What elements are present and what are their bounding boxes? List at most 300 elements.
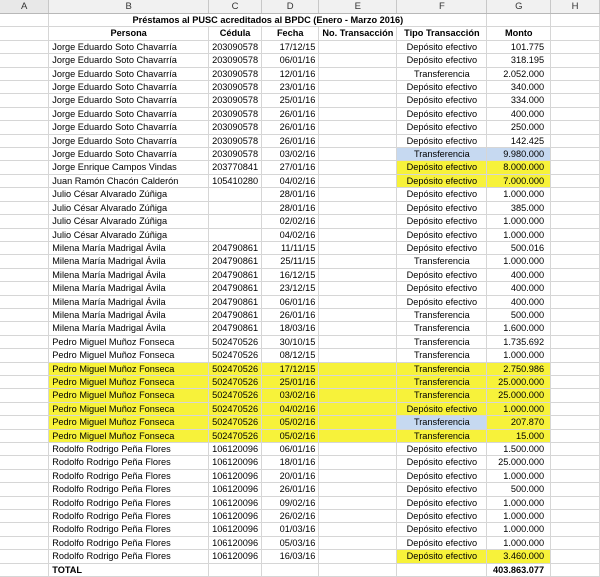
cell-persona[interactable]: Rodolfo Rodrigo Peña Flores <box>49 469 209 482</box>
cell-monto[interactable]: 1.000.000 <box>487 402 551 415</box>
cell[interactable] <box>551 349 600 362</box>
cell[interactable] <box>0 268 49 281</box>
cell-no-transaccion[interactable] <box>319 107 397 120</box>
cell-tipo[interactable]: Depósito efectivo <box>397 496 487 509</box>
cell[interactable] <box>0 67 49 80</box>
cell-fecha[interactable]: 18/03/16 <box>262 322 319 335</box>
cell-monto[interactable]: 500.000 <box>487 308 551 321</box>
cell-monto[interactable]: 500.000 <box>487 483 551 496</box>
cell-no-transaccion[interactable] <box>319 228 397 241</box>
cell-monto[interactable]: 1.000.000 <box>487 255 551 268</box>
cell-tipo[interactable]: Depósito efectivo <box>397 241 487 254</box>
cell-tipo[interactable]: Transferencia <box>397 362 487 375</box>
cell-fecha[interactable]: 26/01/16 <box>262 121 319 134</box>
cell-no-transaccion[interactable] <box>319 550 397 563</box>
cell-no-transaccion[interactable] <box>319 241 397 254</box>
cell-cedula[interactable]: 204790861 <box>209 241 262 254</box>
cell-no-transaccion[interactable] <box>319 67 397 80</box>
cell-tipo[interactable]: Depósito efectivo <box>397 228 487 241</box>
cell-tipo[interactable]: Depósito efectivo <box>397 268 487 281</box>
column-header-e[interactable]: E <box>319 0 397 14</box>
cell-persona[interactable]: Rodolfo Rodrigo Peña Flores <box>49 496 209 509</box>
cell[interactable] <box>551 469 600 482</box>
cell[interactable] <box>0 188 49 201</box>
cell[interactable] <box>551 483 600 496</box>
cell-cedula[interactable]: 203090578 <box>209 54 262 67</box>
cell-fecha[interactable]: 25/01/16 <box>262 375 319 388</box>
cell-no-transaccion[interactable] <box>319 536 397 549</box>
cell-no-transaccion[interactable] <box>319 282 397 295</box>
cell-tipo[interactable]: Depósito efectivo <box>397 443 487 456</box>
cell-persona[interactable]: Julio César Alvarado Zúñiga <box>49 215 209 228</box>
cell-no-transaccion[interactable] <box>319 402 397 415</box>
cell-cedula[interactable]: 106120096 <box>209 510 262 523</box>
cell-tipo[interactable]: Depósito efectivo <box>397 215 487 228</box>
cell-fecha[interactable]: 01/03/16 <box>262 523 319 536</box>
cell[interactable] <box>551 121 600 134</box>
cell-persona[interactable]: Jorge Eduardo Soto Chavarría <box>49 67 209 80</box>
cell-fecha[interactable]: 20/01/16 <box>262 469 319 482</box>
cell[interactable] <box>0 322 49 335</box>
cell[interactable] <box>0 215 49 228</box>
cell-persona[interactable]: Julio César Alvarado Zúñiga <box>49 228 209 241</box>
cell-cedula[interactable]: 502470526 <box>209 389 262 402</box>
cell[interactable] <box>551 54 600 67</box>
cell-no-transaccion[interactable] <box>319 416 397 429</box>
sheet-title[interactable]: Préstamos al PUSC acreditados al BPDC (Enero - Marzo 2016) <box>49 14 487 27</box>
cell[interactable] <box>0 228 49 241</box>
cell[interactable] <box>0 510 49 523</box>
header-persona[interactable]: Persona <box>49 27 209 40</box>
cell-no-transaccion[interactable] <box>319 456 397 469</box>
cell-no-transaccion[interactable] <box>319 469 397 482</box>
cell-monto[interactable]: 1.000.000 <box>487 469 551 482</box>
cell-no-transaccion[interactable] <box>319 40 397 53</box>
cell[interactable] <box>551 107 600 120</box>
cell-fecha[interactable]: 04/02/16 <box>262 174 319 187</box>
cell-cedula[interactable]: 106120096 <box>209 496 262 509</box>
cell-persona[interactable]: Jorge Eduardo Soto Chavarría <box>49 54 209 67</box>
cell[interactable] <box>0 483 49 496</box>
cell[interactable] <box>551 67 600 80</box>
cell[interactable] <box>551 456 600 469</box>
cell-persona[interactable]: Jorge Enrique Campos Vindas <box>49 161 209 174</box>
cell[interactable] <box>551 27 600 40</box>
cell-persona[interactable]: Milena María Madrigal Ávila <box>49 268 209 281</box>
cell-tipo[interactable]: Depósito efectivo <box>397 161 487 174</box>
cell-monto[interactable]: 385.000 <box>487 201 551 214</box>
cell-persona[interactable]: Rodolfo Rodrigo Peña Flores <box>49 536 209 549</box>
cell[interactable] <box>0 121 49 134</box>
cell-tipo[interactable]: Transferencia <box>397 389 487 402</box>
cell[interactable] <box>551 241 600 254</box>
cell-persona[interactable]: Milena María Madrigal Ávila <box>49 295 209 308</box>
cell-no-transaccion[interactable] <box>319 54 397 67</box>
cell[interactable] <box>0 134 49 147</box>
cell-no-transaccion[interactable] <box>319 349 397 362</box>
cell-fecha[interactable]: 02/02/16 <box>262 215 319 228</box>
cell-no-transaccion[interactable] <box>319 335 397 348</box>
cell[interactable] <box>551 335 600 348</box>
cell-persona[interactable]: Jorge Eduardo Soto Chavarría <box>49 107 209 120</box>
cell-persona[interactable]: Rodolfo Rodrigo Peña Flores <box>49 510 209 523</box>
cell-tipo[interactable]: Depósito efectivo <box>397 402 487 415</box>
cell-tipo[interactable]: Depósito efectivo <box>397 81 487 94</box>
cell-fecha[interactable]: 03/02/16 <box>262 389 319 402</box>
cell-monto[interactable]: 340.000 <box>487 81 551 94</box>
cell-no-transaccion[interactable] <box>319 496 397 509</box>
cell-no-transaccion[interactable] <box>319 362 397 375</box>
cell-monto[interactable]: 1.000.000 <box>487 536 551 549</box>
cell-tipo[interactable]: Depósito efectivo <box>397 134 487 147</box>
cell-monto[interactable]: 1.000.000 <box>487 523 551 536</box>
cell-monto[interactable]: 1.600.000 <box>487 322 551 335</box>
cell-fecha[interactable]: 18/01/16 <box>262 456 319 469</box>
cell[interactable] <box>262 563 319 576</box>
cell-cedula[interactable]: 106120096 <box>209 523 262 536</box>
cell-fecha[interactable]: 08/12/15 <box>262 349 319 362</box>
cell-monto[interactable]: 1.000.000 <box>487 188 551 201</box>
column-header-g[interactable]: G <box>487 0 551 14</box>
cell-persona[interactable]: Rodolfo Rodrigo Peña Flores <box>49 483 209 496</box>
cell-tipo[interactable]: Transferencia <box>397 335 487 348</box>
cell-monto[interactable]: 1.000.000 <box>487 496 551 509</box>
cell-monto[interactable]: 9.980.000 <box>487 148 551 161</box>
cell-persona[interactable]: Pedro Miguel Muñoz Fonseca <box>49 402 209 415</box>
cell-tipo[interactable]: Depósito efectivo <box>397 469 487 482</box>
cell-cedula[interactable]: 203090578 <box>209 94 262 107</box>
cell-fecha[interactable]: 04/02/16 <box>262 402 319 415</box>
cell-cedula[interactable]: 203090578 <box>209 67 262 80</box>
cell[interactable] <box>0 40 49 53</box>
cell-tipo[interactable]: Depósito efectivo <box>397 121 487 134</box>
cell-tipo[interactable]: Depósito efectivo <box>397 295 487 308</box>
cell-cedula[interactable]: 204790861 <box>209 268 262 281</box>
cell-monto[interactable]: 1.500.000 <box>487 443 551 456</box>
cell-persona[interactable]: Rodolfo Rodrigo Peña Flores <box>49 456 209 469</box>
cell-fecha[interactable]: 26/01/16 <box>262 107 319 120</box>
cell-tipo[interactable]: Transferencia <box>397 322 487 335</box>
cell-cedula[interactable] <box>209 188 262 201</box>
cell-fecha[interactable]: 05/03/16 <box>262 536 319 549</box>
total-monto[interactable]: 403.863.077 <box>487 563 551 576</box>
cell-monto[interactable]: 101.775 <box>487 40 551 53</box>
cell-fecha[interactable]: 03/02/16 <box>262 148 319 161</box>
cell[interactable] <box>551 496 600 509</box>
column-header-d[interactable]: D <box>262 0 319 14</box>
cell-fecha[interactable]: 26/02/16 <box>262 510 319 523</box>
cell-no-transaccion[interactable] <box>319 81 397 94</box>
cell-fecha[interactable]: 06/01/16 <box>262 54 319 67</box>
cell-fecha[interactable]: 26/01/16 <box>262 308 319 321</box>
cell-no-transaccion[interactable] <box>319 443 397 456</box>
cell-cedula[interactable]: 203090578 <box>209 121 262 134</box>
cell-no-transaccion[interactable] <box>319 94 397 107</box>
cell-cedula[interactable]: 502470526 <box>209 362 262 375</box>
cell-tipo[interactable]: Transferencia <box>397 416 487 429</box>
cell-fecha[interactable]: 17/12/15 <box>262 362 319 375</box>
cell[interactable] <box>0 496 49 509</box>
cell-fecha[interactable]: 05/02/16 <box>262 429 319 442</box>
cell-fecha[interactable]: 25/01/16 <box>262 94 319 107</box>
cell[interactable] <box>0 295 49 308</box>
cell-no-transaccion[interactable] <box>319 510 397 523</box>
cell-no-transaccion[interactable] <box>319 483 397 496</box>
cell-monto[interactable]: 3.460.000 <box>487 550 551 563</box>
cell-fecha[interactable]: 06/01/16 <box>262 443 319 456</box>
cell-persona[interactable]: Juan Ramón Chacón Calderón <box>49 174 209 187</box>
cell[interactable] <box>551 40 600 53</box>
cell-no-transaccion[interactable] <box>319 429 397 442</box>
total-label[interactable]: TOTAL <box>49 563 209 576</box>
cell-no-transaccion[interactable] <box>319 255 397 268</box>
cell[interactable] <box>0 550 49 563</box>
cell[interactable] <box>551 536 600 549</box>
cell-monto[interactable]: 7.000.000 <box>487 174 551 187</box>
cell-cedula[interactable]: 502470526 <box>209 335 262 348</box>
cell-fecha[interactable]: 23/12/15 <box>262 282 319 295</box>
cell[interactable] <box>0 429 49 442</box>
cell-monto[interactable]: 207.870 <box>487 416 551 429</box>
cell-cedula[interactable]: 203090578 <box>209 107 262 120</box>
cell-tipo[interactable]: Depósito efectivo <box>397 510 487 523</box>
cell[interactable] <box>551 161 600 174</box>
cell-no-transaccion[interactable] <box>319 268 397 281</box>
cell[interactable] <box>551 188 600 201</box>
cell-cedula[interactable]: 106120096 <box>209 469 262 482</box>
cell-no-transaccion[interactable] <box>319 389 397 402</box>
cell-cedula[interactable]: 502470526 <box>209 416 262 429</box>
cell[interactable] <box>0 536 49 549</box>
cell-fecha[interactable]: 16/12/15 <box>262 268 319 281</box>
header-tipo-transaccion[interactable]: Tipo Transacción <box>397 27 487 40</box>
cell[interactable] <box>0 255 49 268</box>
cell-cedula[interactable] <box>209 215 262 228</box>
cell[interactable] <box>551 308 600 321</box>
cell[interactable] <box>551 14 600 27</box>
cell-fecha[interactable]: 05/02/16 <box>262 416 319 429</box>
cell[interactable] <box>0 523 49 536</box>
cell-cedula[interactable]: 105410280 <box>209 174 262 187</box>
cell-persona[interactable]: Rodolfo Rodrigo Peña Flores <box>49 523 209 536</box>
cell-cedula[interactable]: 106120096 <box>209 536 262 549</box>
cell[interactable] <box>551 282 600 295</box>
cell-cedula[interactable]: 502470526 <box>209 375 262 388</box>
cell[interactable] <box>487 14 551 27</box>
header-monto[interactable]: Monto <box>487 27 551 40</box>
cell-monto[interactable]: 25.000.000 <box>487 456 551 469</box>
cell-tipo[interactable]: Depósito efectivo <box>397 94 487 107</box>
cell-persona[interactable]: Pedro Miguel Muñoz Fonseca <box>49 375 209 388</box>
cell[interactable] <box>551 134 600 147</box>
cell-monto[interactable]: 334.000 <box>487 94 551 107</box>
cell-persona[interactable]: Pedro Miguel Muñoz Fonseca <box>49 416 209 429</box>
cell-persona[interactable]: Pedro Miguel Muñoz Fonseca <box>49 389 209 402</box>
cell-cedula[interactable]: 502470526 <box>209 429 262 442</box>
cell-persona[interactable]: Milena María Madrigal Ávila <box>49 255 209 268</box>
cell-tipo[interactable]: Depósito efectivo <box>397 188 487 201</box>
cell[interactable] <box>0 148 49 161</box>
cell[interactable] <box>551 510 600 523</box>
cell[interactable] <box>551 174 600 187</box>
cell-tipo[interactable]: Depósito efectivo <box>397 107 487 120</box>
cell-tipo[interactable]: Transferencia <box>397 67 487 80</box>
cell-persona[interactable]: Jorge Eduardo Soto Chavarría <box>49 121 209 134</box>
header-fecha[interactable]: Fecha <box>262 27 319 40</box>
cell-no-transaccion[interactable] <box>319 201 397 214</box>
cell-persona[interactable]: Pedro Miguel Muñoz Fonseca <box>49 429 209 442</box>
cell-persona[interactable]: Pedro Miguel Muñoz Fonseca <box>49 349 209 362</box>
cell-fecha[interactable]: 16/03/16 <box>262 550 319 563</box>
cell[interactable] <box>551 416 600 429</box>
cell-no-transaccion[interactable] <box>319 523 397 536</box>
cell-tipo[interactable]: Transferencia <box>397 255 487 268</box>
cell-persona[interactable]: Jorge Eduardo Soto Chavarría <box>49 40 209 53</box>
cell-monto[interactable]: 2.750.986 <box>487 362 551 375</box>
cell-tipo[interactable]: Depósito efectivo <box>397 456 487 469</box>
cell-monto[interactable]: 1.000.000 <box>487 510 551 523</box>
cell-monto[interactable]: 400.000 <box>487 268 551 281</box>
cell-tipo[interactable]: Transferencia <box>397 349 487 362</box>
cell-monto[interactable]: 2.052.000 <box>487 67 551 80</box>
cell[interactable] <box>551 563 600 576</box>
cell[interactable] <box>551 94 600 107</box>
cell[interactable] <box>551 389 600 402</box>
cell-persona[interactable]: Julio César Alvarado Zúñiga <box>49 188 209 201</box>
cell-persona[interactable]: Pedro Miguel Muñoz Fonseca <box>49 335 209 348</box>
cell-monto[interactable]: 25.000.000 <box>487 375 551 388</box>
cell-persona[interactable]: Milena María Madrigal Ávila <box>49 241 209 254</box>
cell[interactable] <box>551 215 600 228</box>
cell-cedula[interactable]: 204790861 <box>209 282 262 295</box>
cell[interactable] <box>551 550 600 563</box>
cell-fecha[interactable]: 12/01/16 <box>262 67 319 80</box>
cell-monto[interactable]: 250.000 <box>487 121 551 134</box>
cell[interactable] <box>551 523 600 536</box>
cell[interactable] <box>0 81 49 94</box>
cell-fecha[interactable]: 30/10/15 <box>262 335 319 348</box>
cell-monto[interactable]: 25.000.000 <box>487 389 551 402</box>
column-header-f[interactable]: F <box>397 0 487 14</box>
cell[interactable] <box>0 201 49 214</box>
cell-fecha[interactable]: 23/01/16 <box>262 81 319 94</box>
cell-cedula[interactable]: 204790861 <box>209 322 262 335</box>
cell-cedula[interactable] <box>209 228 262 241</box>
cell[interactable] <box>551 375 600 388</box>
header-cedula[interactable]: Cédula <box>209 27 262 40</box>
cell-no-transaccion[interactable] <box>319 134 397 147</box>
cell[interactable] <box>0 14 49 27</box>
cell-cedula[interactable]: 204790861 <box>209 295 262 308</box>
cell-cedula[interactable]: 203090578 <box>209 40 262 53</box>
cell-persona[interactable]: Julio César Alvarado Zúñiga <box>49 201 209 214</box>
cell[interactable] <box>0 282 49 295</box>
cell-tipo[interactable]: Depósito efectivo <box>397 523 487 536</box>
cell[interactable] <box>0 335 49 348</box>
cell[interactable] <box>0 174 49 187</box>
cell-monto[interactable]: 142.425 <box>487 134 551 147</box>
cell[interactable] <box>551 402 600 415</box>
cell-cedula[interactable]: 502470526 <box>209 402 262 415</box>
cell-monto[interactable]: 1.735.692 <box>487 335 551 348</box>
cell-persona[interactable]: Milena María Madrigal Ávila <box>49 282 209 295</box>
cell-cedula[interactable]: 204790861 <box>209 255 262 268</box>
cell[interactable] <box>0 402 49 415</box>
cell[interactable] <box>0 362 49 375</box>
cell-no-transaccion[interactable] <box>319 121 397 134</box>
cell[interactable] <box>0 161 49 174</box>
cell-no-transaccion[interactable] <box>319 215 397 228</box>
cell[interactable] <box>551 148 600 161</box>
cell-monto[interactable]: 15.000 <box>487 429 551 442</box>
cell-cedula[interactable]: 106120096 <box>209 483 262 496</box>
cell-tipo[interactable]: Transferencia <box>397 375 487 388</box>
cell-fecha[interactable]: 04/02/16 <box>262 228 319 241</box>
cell[interactable] <box>551 81 600 94</box>
cell-tipo[interactable]: Depósito efectivo <box>397 54 487 67</box>
cell[interactable] <box>0 389 49 402</box>
cell-cedula[interactable]: 502470526 <box>209 349 262 362</box>
cell-monto[interactable]: 1.000.000 <box>487 228 551 241</box>
cell-monto[interactable]: 400.000 <box>487 282 551 295</box>
cell-monto[interactable]: 400.000 <box>487 107 551 120</box>
cell-cedula[interactable]: 106120096 <box>209 443 262 456</box>
cell[interactable] <box>319 563 397 576</box>
cell[interactable] <box>551 362 600 375</box>
cell-tipo[interactable]: Depósito efectivo <box>397 201 487 214</box>
cell-fecha[interactable]: 09/02/16 <box>262 496 319 509</box>
cell-tipo[interactable]: Depósito efectivo <box>397 174 487 187</box>
cell-fecha[interactable]: 26/01/16 <box>262 483 319 496</box>
cell-persona[interactable]: Milena María Madrigal Ávila <box>49 322 209 335</box>
cell[interactable] <box>0 469 49 482</box>
cell-tipo[interactable]: Depósito efectivo <box>397 536 487 549</box>
cell-tipo[interactable]: Depósito efectivo <box>397 550 487 563</box>
cell-persona[interactable]: Rodolfo Rodrigo Peña Flores <box>49 443 209 456</box>
cell[interactable] <box>0 94 49 107</box>
cell[interactable] <box>0 241 49 254</box>
cell-no-transaccion[interactable] <box>319 308 397 321</box>
cell-fecha[interactable]: 28/01/16 <box>262 188 319 201</box>
cell-no-transaccion[interactable] <box>319 295 397 308</box>
cell-fecha[interactable]: 11/11/15 <box>262 241 319 254</box>
cell-persona[interactable]: Milena María Madrigal Ávila <box>49 308 209 321</box>
header-no-transaccion[interactable]: No. Transacción <box>319 27 397 40</box>
cell-no-transaccion[interactable] <box>319 188 397 201</box>
cell[interactable] <box>0 349 49 362</box>
cell[interactable] <box>0 308 49 321</box>
cell[interactable] <box>551 429 600 442</box>
cell-cedula[interactable]: 204790861 <box>209 308 262 321</box>
cell-tipo[interactable]: Depósito efectivo <box>397 483 487 496</box>
cell-persona[interactable]: Jorge Eduardo Soto Chavarría <box>49 148 209 161</box>
cell-cedula[interactable]: 203090578 <box>209 148 262 161</box>
cell-fecha[interactable]: 06/01/16 <box>262 295 319 308</box>
cell-fecha[interactable]: 28/01/16 <box>262 201 319 214</box>
cell[interactable] <box>0 27 49 40</box>
cell-cedula[interactable] <box>209 201 262 214</box>
cell-persona[interactable]: Pedro Miguel Muñoz Fonseca <box>49 362 209 375</box>
cell-fecha[interactable]: 26/01/16 <box>262 134 319 147</box>
cell[interactable] <box>551 322 600 335</box>
cell-no-transaccion[interactable] <box>319 148 397 161</box>
cell-monto[interactable]: 400.000 <box>487 295 551 308</box>
cell-fecha[interactable]: 17/12/15 <box>262 40 319 53</box>
cell-monto[interactable]: 1.000.000 <box>487 215 551 228</box>
cell[interactable] <box>0 416 49 429</box>
cell-tipo[interactable]: Depósito efectivo <box>397 282 487 295</box>
cell-cedula[interactable]: 106120096 <box>209 550 262 563</box>
